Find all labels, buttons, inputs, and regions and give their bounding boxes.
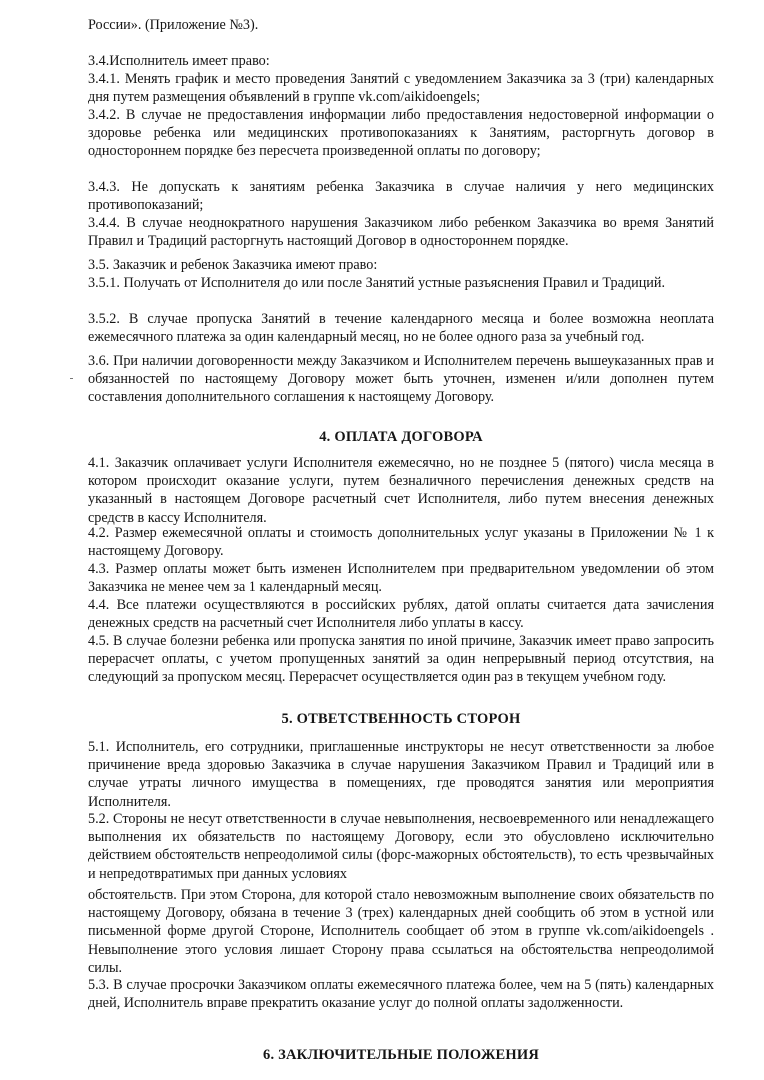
clause-4-4: 4.4. Все платежи осуществляются в российских рублях, датой оплаты считается дата зачисления денежных средств на расчетный счет Исполнителя либо уплаты в кассу. bbox=[88, 597, 714, 632]
clause-3-6: 3.6. При наличии договоренности между Заказчиком и Исполнителем перечень вышеуказанных прав и обязанностей по настоящему Договору может быть уточнен, изменен и/или дополнен путем составления дополнительного соглашения к настоящему Договору. bbox=[88, 353, 714, 406]
clause-4-3: 4.3. Размер оплаты может быть изменен Исполнителем при предварительном уведомлении об этом Заказчика не менее чем за 1 календарный месяц. bbox=[88, 561, 714, 596]
clause-5-2: 5.2. Стороны не несут ответственности в случае невыполнения, несвоевременного или ненадлежащего выполнения их обязательств по настоящему Договору, если это обусловлено исключительно действием обстоятельств непреодолимой силы (форс-мажорных обстоятельств), то есть чрезвычайных и непредотвратимых при данных условиях bbox=[88, 811, 714, 882]
clause-4-2: 4.2. Размер ежемесячной оплаты и стоимость дополнительных услуг указаны в Приложении № 1 к настоящему Договору. bbox=[88, 525, 714, 560]
clause-5-1: 5.1. Исполнитель, его сотрудники, приглашенные инструкторы не несут ответственности за любое причинение вреда здоровью Заказчика в случае нарушения Заказчиком Правил и Традиций или в случае утраты личного имущества в помещениях, где проводятся занятия или мероприятия Исполнителя. bbox=[88, 739, 714, 810]
section-5-heading: 5. ОТВЕТСТВЕННОСТЬ СТОРОН bbox=[281, 711, 521, 727]
clause-3-5-1: 3.5.1. Получать от Исполнителя до или после Занятий устные разъяснения Правил и Традиций. bbox=[88, 275, 666, 291]
clause-5-2-continued: обстоятельств. При этом Сторона, для которой стало невозможным выполнение своих обязательств по настоящему Договору, обязана в течение 3 (трех) календарных дней сообщить об этом в устной или письменной форме другой Стороне, Исполнитель сообщает об этом в группе vk.com/aikidoengels . Невыполнение этого условия лишает Сторону права ссылаться на обстоятельства непреодолимой силы. bbox=[88, 887, 714, 976]
clause-4-5: 4.5. В случае болезни ребенка или пропуска занятия по иной причине, Заказчик имеет право запросить перерасчет оплаты, с учетом пропущенных занятий за один непрерывный период отсутствия, на следующий за пропуском месяц. Перерасчет осуществляется один раз в текущем учебном году. bbox=[88, 633, 714, 686]
section-3-5-heading: 3.5. Заказчик и ребенок Заказчика имеют право: bbox=[88, 257, 378, 273]
scan-speck bbox=[70, 378, 73, 379]
clause-3-4-4: 3.4.4. В случае неоднократного нарушения Заказчиком либо ребенком Заказчика во время Занятий Правил и Традиций расторгнуть настоящий Договор в одностороннем порядке. bbox=[88, 215, 714, 250]
section-4-heading: 4. ОПЛАТА ДОГОВОРА bbox=[319, 429, 483, 445]
clause-3-5-2: 3.5.2. В случае пропуска Занятий в течение календарного месяца и более возможна неоплата ежемесячного платежа за один календарный месяц, но не более одного раза за учебный год. bbox=[88, 311, 714, 346]
clause-4-1: 4.1. Заказчик оплачивает услуги Исполнителя ежемесячно, но не позднее 5 (пятого) числа месяца в котором происходит оказание услуги, путем безналичного перечисления денежных средств на указанный в настоящем Договоре расчетный счет Исполнителя, либо путем внесения денежных средств в кассу Исполнителя. bbox=[88, 455, 714, 526]
clause-3-4-1: 3.4.1. Менять график и место проведения Занятий с уведомлением Заказчика за 3 (три) календарных дня путем размещения объявлений в группе vk.com/aikidoengels; bbox=[88, 71, 714, 106]
clause-5-3: 5.3. В случае просрочки Заказчиком оплаты ежемесячного платежа более, чем на 5 (пять) календарных дней, Исполнитель вправе прекратить оказание услуг до полной оплаты задолженности. bbox=[88, 977, 714, 1012]
section-6-heading: 6. ЗАКЛЮЧИТЕЛЬНЫЕ ПОЛОЖЕНИЯ bbox=[263, 1047, 539, 1063]
paragraph-appendix-ref: России». (Приложение №3). bbox=[88, 17, 259, 33]
section-3-4-heading: 3.4.Исполнитель имеет право: bbox=[88, 53, 270, 69]
clause-3-4-2: 3.4.2. В случае не предоставления информации либо предоставления недостоверной информации о здоровье ребенка или медицинских противопоказаниях к Занятиям, расторгнуть договор в одностороннем порядке без пересчета произведенной оплаты по договору; bbox=[88, 107, 714, 160]
clause-3-4-3: 3.4.3. Не допускать к занятиям ребенка Заказчика в случае наличия у него медицинских противопоказаний; bbox=[88, 179, 714, 214]
